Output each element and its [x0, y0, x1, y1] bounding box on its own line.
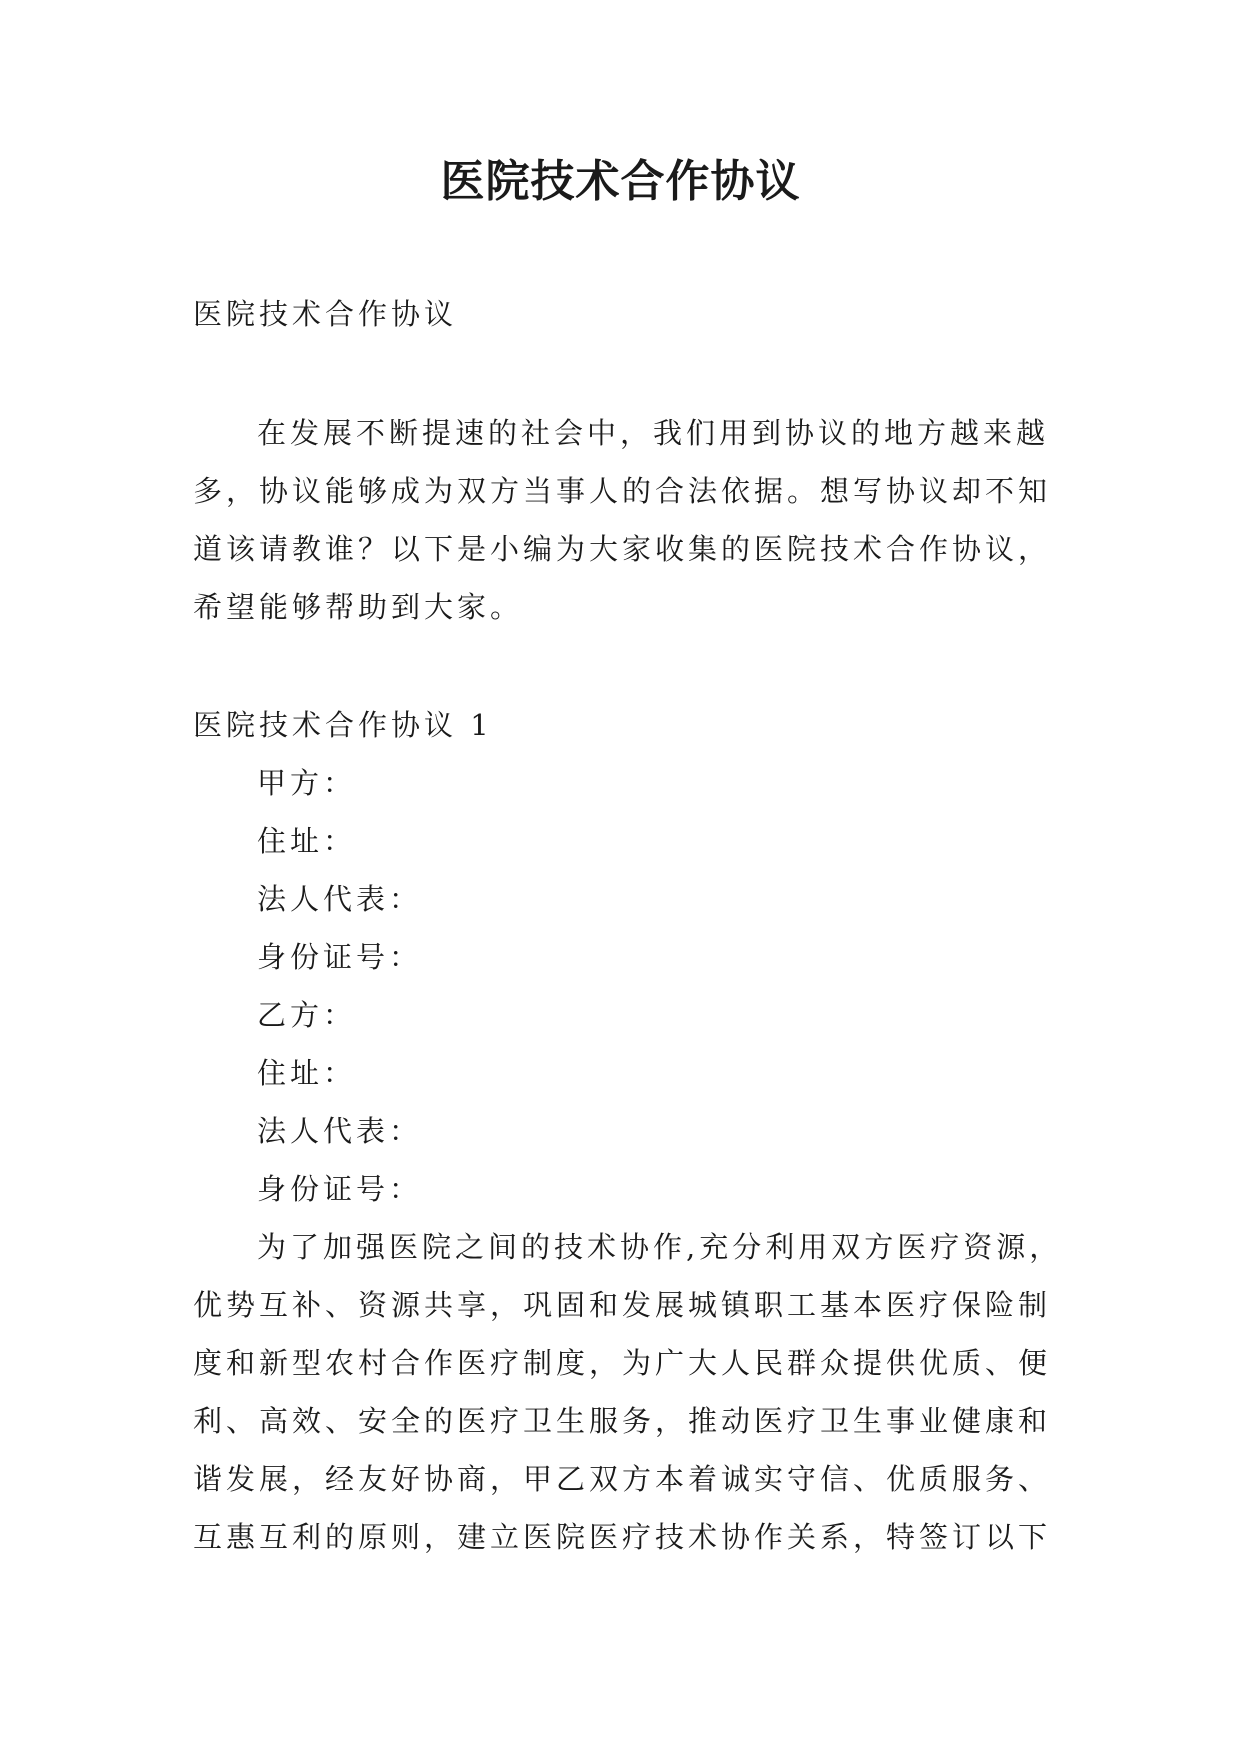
body-line: 谐发展，经友好协商，甲乙双方本着诚实守信、优质服务、: [193, 1462, 1052, 1496]
party-a-address-field: 住址：: [257, 824, 357, 858]
party-a-id-field: 身份证号：: [257, 940, 423, 974]
body-line: 互惠互利的原则，建立医院医疗技术协作关系，特签订以下: [193, 1520, 1052, 1554]
party-b-field: 乙方：: [257, 998, 357, 1032]
body-line: 为了加强医院之间的技术协作,充分利用双方医疗资源，: [257, 1230, 1063, 1264]
party-b-representative-field: 法人代表：: [257, 1114, 423, 1148]
party-a-field: 甲方：: [257, 766, 357, 800]
body-line: 利、高效、安全的医疗卫生服务，推动医疗卫生事业健康和: [193, 1404, 1052, 1438]
section-title: 医院技术合作协议 1: [193, 708, 493, 742]
party-b-address-field: 住址：: [257, 1056, 357, 1090]
party-b-id-field: 身份证号：: [257, 1172, 423, 1206]
intro-line: 在发展不断提速的社会中，我们用到协议的地方越来越: [257, 416, 1050, 450]
party-a-representative-field: 法人代表：: [257, 882, 423, 916]
body-line: 度和新型农村合作医疗制度，为广大人民群众提供优质、便: [193, 1346, 1052, 1380]
intro-paragraph: [193, 404, 1073, 636]
intro-line: 希望能够帮助到大家。: [193, 590, 524, 624]
document-subtitle: 医院技术合作协议: [193, 297, 458, 331]
agreement-section: [193, 696, 1073, 1566]
intro-line: 多，协议能够成为双方当事人的合法依据。想写协议却不知: [193, 474, 1052, 508]
intro-line: 道该请教谁？以下是小编为大家收集的医院技术合作协议，: [193, 532, 1052, 566]
body-line: 优势互补、资源共享，巩固和发展城镇职工基本医疗保险制: [193, 1288, 1052, 1322]
document-title: 医院技术合作协议: [440, 156, 801, 207]
